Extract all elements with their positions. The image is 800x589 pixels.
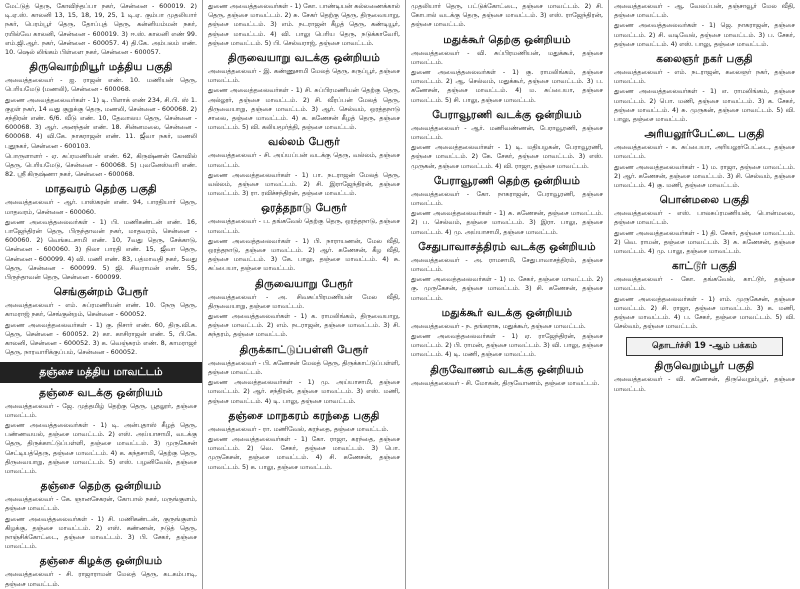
body-paragraph: துணை அவைத்தலைவர்கள் - 1) சி. சுப்பிரமணியன் தெற்கு தெரு, அல்லூர், தஞ்சை மாவட்டம். 2) சி. வீரப்பன் மேலத் தெரு, திருவையாறு, தஞ்சை மாவட்டம். 3) ஆர். செல்வம், ஒரத்தநாடு சாலை, தஞ்சை மாவட்டம். 4) க. கணேசன் கீழத் தெரு, தஞ்சை மாவட்டம். 5) வி. கலியமூர்த்தி, தஞ்சை மாவட்டம். (208, 86, 400, 132)
body-paragraph: மேட்டுத் தெரு, கோவிந்தப்பா நகர், சென்னை - 600019. 2) டி.ஏ.ஸ். காலனி 13, 15, 18, 19, 25, 1 டி.ஏ. கும்பா முதலியார் நகர், பெரம்பூர் தெரு, தோப்புத் தெரு, கன்னியம்மன் நகர், ரயில்வே காலனி, சென்னை - 600019. 3) ஈ.ஸ். காலனி எண் 99. எம்.ஜி.ஆர். நகர், சென்னை - 600057. 4) தி.கே. அம்பலம் எண். 10. ஷெல் லிங்கம் பிள்ளை நகர், சென்னை - 600057. (5, 2, 197, 57)
body-paragraph: அவைத்தலைவர் - ந. தங்கராசு, மதுக்கூர், தஞ்சை மாவட்டம். (411, 321, 586, 330)
body-paragraph: அவைத்தலைவர் - ரா. மணிவேல், கரந்தை, தஞ்சை மாவட்டம். (208, 424, 389, 433)
body-paragraph: துணை அவைத்தலைவர்கள் - 1) டி. பிளாக் எண் 234, சி.பி. ஸ் 1. குறள் நகர், 14 வது குறுக்கு தெரு, மணலி, சென்னை - 600068. 2) சந்திரன் எண். 6/6. வீடு எண். 10, தேவாலய தெரு, சென்னை - 600068. 3) ஆர். அனந்தன் எண். 18. சின்னமலை, சென்னை - 600068. 4) வி.கே. நாகராஜன் எண். 11. ஜீவா நகர், மணலி புதுநகர், சென்னை - 600103. (5, 95, 197, 150)
section-heading: கலைஞர் நகர் பகுதி (656, 53, 753, 66)
body-paragraph: அவைத்தலைவர் - அ. ராமசாமி, சேதுபாவாசத்திரம், தஞ்சை மாவட்டம். (411, 255, 603, 274)
body-paragraph: அவைத்தலைவர் - கோ. தங்கவேல், காட்டூர், தஞ்சை மாவட்டம். (614, 275, 795, 293)
section-heading: திருக்காட்டுப்பள்ளி பேரூர் (239, 343, 369, 356)
body-paragraph: அவைத்தலைவர் - எம். சுப்ரமணியன் எண். 10. நேரு தெரு, காமராஜ் நகர், செங்குன்றம், சென்னை - 600052. (5, 301, 197, 319)
body-paragraph: துணை அவைத்தலைவர்கள் - 1) ம. சேகர், தஞ்சை மாவட்டம். 2) கு. முருகேசன், தஞ்சை மாவட்டம். 3) சி. கணேசன், தஞ்சை மாவட்டம். (411, 275, 603, 302)
column-4 (609, 0, 800, 589)
body-paragraph: துணை அவைத்தலைவர்கள் - 1) க. ராமலிங்கம், திருவையாறு, தஞ்சை மாவட்டம். 2) எம். நடராஜன், தஞ்சை மாவட்டம். 3) சி. சுந்தரம், தஞ்சை மாவட்டம். (208, 312, 400, 339)
body-paragraph: துணை அவைத்தலைவர்கள் - 1) தி. சேகர், தஞ்சை மாவட்டம். 2) வெ. ராமன், தஞ்சை மாவட்டம். 3) சு. கணேசன், தஞ்சை மாவட்டம். 4) மு. பாலு, தஞ்சை மாவட்டம். (614, 228, 795, 256)
body-paragraph: துணை அவைத்தலைவர்கள் - 1) எம். முருகேசன், தஞ்சை மாவட்டம். 2) சி. ராஜா, தஞ்சை மாவட்டம். 3) க. மணி, தஞ்சை மாவட்டம். 4) ப. சேகர், தஞ்சை மாவட்டம். 5) வி. செல்வம், தஞ்சை மாவட்டம். (614, 294, 795, 331)
section-heading: வல்லம் பேரூர் (268, 136, 340, 149)
body-paragraph: அவைத்தலைவர் - வி. சுப்பிரமணியன், மதுக்கூர், தஞ்சை மாவட்டம். (411, 48, 603, 66)
body-paragraph: அவைத்தலைவர் - க. சுப்பையா, அரியலூர்பேட்டை, தஞ்சை மாவட்டம். (614, 143, 795, 161)
continuation-box: தொடர்ச்சி 19 -ஆம் பக்கம் (626, 337, 783, 356)
body-paragraph: துணை அவைத்தலைவர்கள் - 1) எ. ராமலிங்கம், தஞ்சை மாவட்டம். 2) பொ. மணி, தஞ்சை மாவட்டம். 3) க. சேகர், தஞ்சை மாவட்டம். 4) சு. முருகன், தஞ்சை மாவட்டம். 5) வி. பாலு, தஞ்சை மாவட்டம். (614, 87, 795, 124)
section-heading: காட்டூர் பகுதி (672, 260, 737, 273)
section-heading: பேராவூரணி வடக்கு ஒன்றியம் (432, 108, 582, 121)
body-paragraph: அவைத்தலைவர் - இ. கண்ணுசாமி மேலத் தெரு, கருப்பூர், தஞ்சை மாவட்டம். (208, 67, 400, 85)
section-heading: பொன்மலை பகுதி (659, 194, 750, 207)
section-heading: தஞ்சை கிழக்கு ஒன்றியம் (39, 555, 163, 568)
body-paragraph: அவைத்தலைவர் - சி. அய்யப்பன் வடக்கு தெரு, வல்லம், தஞ்சை மாவட்டம். (208, 151, 400, 169)
section-heading: தஞ்சை வடக்கு ஒன்றியம் (39, 386, 163, 399)
body-paragraph: அவைத்தலைவர் - அ. சிவசுப்பிரமணியன் மேல வீதி, திருவையாறு, தஞ்சை மாவட்டம். (208, 292, 400, 310)
body-paragraph: அவைத்தலைவர் - கே. ஞானசேகரன், கோபால் நகர், மருங்குளம், தஞ்சை மாவட்டம். (5, 495, 197, 513)
body-paragraph: அவைத்தலைவர் - எம். நடராஜன், கலைஞர் நகர், தஞ்சை மாவட்டம். (614, 68, 795, 86)
column-1 (0, 0, 203, 589)
section-heading: திருவெறும்பூர் பகுதி (654, 360, 755, 373)
body-paragraph: அவைத்தலைவர் - சி. மோகன், திருவோணம், தஞ்சை மாவட்டம். (411, 378, 600, 387)
section-heading: தஞ்சை தெற்கு ஒன்றியம் (40, 480, 162, 493)
section-heading: செங்குன்றம் பேரூர் (53, 286, 149, 299)
section-heading: தஞ்சை மாநகரம் கரந்தை பகுதி (228, 409, 380, 422)
body-paragraph: துணை அவைத்தலைவர்கள் - 1) மு. அய்யாசாமி, தஞ்சை மாவட்டம். 2) ஆர். சந்திரன், தஞ்சை மாவட்டம். 3) எஸ். மணி, தஞ்சை மாவட்டம். 4) டி. பாலு, தஞ்சை மாவட்டம். (208, 378, 400, 405)
body-paragraph: அவைத்தலைவர் - ஆர். பாஸ்கரன் எண். 94, பாரதியார் தெரு, மாதவரம், சென்னை - 600060. (5, 198, 197, 216)
body-paragraph: துணை அவைத்தலைவர்கள் - 1) டி. அன்புதாஸ் கீழத் தெரு, பண்ணவயல், தஞ்சை மாவட்டம். 2) எஸ். அய்யாசாமி, வடக்கு தெரு, திருக்காட்டுப்பள்ளி, தஞ்சை மாவட்டம். 3) முருகேசன் செட்டியத்தெரு, தஞ்சை மாவட்டம். 4) க. கந்தசாமி, தெற்கு தெரு, திருவையாறு, தஞ்சை மாவட்டம். 5) எஸ். பழனிவேல், தஞ்சை மாவட்டம். (5, 420, 197, 475)
body-paragraph: துணை அவைத்தலைவர்கள் - 1) கு. நிசார் எண். 60, திரு.வி.க. தெரு, சென்னை - 600052. 2) கா. காசிராஜன் எண். 5, பி.கே. காலனி, சென்னை - 600052. 3) க. வெஞ்சுரம் எண். 8, காமராஜர் தெரு, நாரவாரிக்குப்பம், சென்னை - 600052. (5, 320, 197, 357)
body-paragraph: துணை அவைத்தலைவர்கள் - 1) கோ. ராஜா, கரந்தை, தஞ்சை மாவட்டம். 2) வெ. சேகர், தஞ்சை மாவட்டம். 3) பொ. முருகேசன், தஞ்சை மாவட்டம். 4) சி. கணேசன், தஞ்சை மாவட்டம். 5) க. பாலு, தஞ்சை மாவட்டம். (208, 434, 400, 471)
body-paragraph: அவைத்தலைவர் - எஸ். பாலசுப்ரமணியன், பொன்மலை, தஞ்சை மாவட்டம். (614, 209, 795, 227)
body-paragraph: துணை அவைத்தலைவர்கள் - 1) பி. மணிகண்டன் எண். 16, பாஜேந்திரன் தெரு, பிருந்தாவன் நகர், மாதவரம், சென்னை - 600060. 2) வெங்கடசாமி எண். 10, 7வது தெரு, சேக்காடு, சென்னை - 600060. 3) நிலா பாரதி எண். 15, ஜீவா தெரு, சென்னை - 600099. 4) வி. மணி எண். 83, பத்மாவதி நகர், 5வது தெரு, சென்னை - 600099. 5) ஜி. சிவராமன் எண். 55, பிருந்தாவன் தெரு, சென்னை - 600099. (5, 217, 197, 282)
section-heading: பேராவூரணி தெற்கு ஒன்றியம் (433, 174, 581, 187)
section-heading: மதுக்கூர் தெற்கு ஒன்றியம் (443, 33, 571, 46)
body-paragraph: துணை அவைத்தலைவர்கள் - 1) டி. மதியழகன், பேராவூரணி, தஞ்சை மாவட்டம். 2) கே. சேகர், தஞ்சை மாவட்டம். 3) எஸ். முருகன், தஞ்சை மாவட்டம். 4) வி. ராஜா, தஞ்சை மாவட்டம். (411, 143, 603, 170)
body-paragraph: துணை அவைத்தலைவர்கள் - 1) பி. நாராயணன், மேல வீதி, ஒரத்தநாடு, தஞ்சை மாவட்டம். 2) ஆர். கணேசன், கீழ வீதி, தஞ்சை மாவட்டம். 3) கே. பாலு, தஞ்சை மாவட்டம். 4) சு. சுப்பையா, தஞ்சை மாவட்டம். (208, 236, 400, 273)
body-paragraph: துணை அவைத்தலைவர்கள் - 1) கு. ராமலிங்கம், தஞ்சை மாவட்டம். 2) ஆ. செல்வம், மதுக்கூர், தஞ்சை மாவட்டம். 3) ப. கணேசன், தஞ்சை மாவட்டம். 4) ம. சுப்பையா, தஞ்சை மாவட்டம். 5) சி. பாலு, தஞ்சை மாவட்டம். (411, 68, 603, 104)
section-heading: மதுக்கூர் வடக்கு ஒன்றியம் (441, 306, 573, 319)
section-heading: திருவையாறு வடக்கு ஒன்றியம் (228, 52, 380, 65)
section-heading: ஒரத்தநாடு பேரூர் (261, 202, 347, 215)
section-heading: சேதுபாவாசத்திரம் வடக்கு ஒன்றியம் (418, 240, 596, 253)
body-paragraph: துணை அவைத்தலைவர்கள் - 1) கோ. பாண்டியன் கல்லணைக்கால் தெரு, தஞ்சை மாவட்டம். 2) சு. சேகர் தெற்கு தெரு, திருவையாறு, தஞ்சை மாவட்டம். 3) எம். நடராஜன் கீழத் தெரு, கண்டியூர், தஞ்சை மாவட்டம். 4) வி. பாலு பெரிய தெரு, நடுக்காவேரி, தஞ்சை மாவட்டம். 5) பி. செல்வராஜ், தஞ்சை மாவட்டம். (208, 2, 400, 47)
column-3 (406, 0, 609, 589)
section-heading: அரியலூர்பேட்டை பகுதி (644, 128, 765, 141)
section-heading: மாதவரம் தெற்கு பகுதி (45, 183, 157, 196)
section-heading: திருவோணம் வடக்கு ஒன்றியம் (430, 363, 584, 376)
body-paragraph: அவைத்தலைவர் - ஆ. வேலப்பன், தஞ்சாவூர் மேல வீதி, தஞ்சை மாவட்டம். (614, 2, 795, 20)
section-heading: திருவொற்றியூர் மத்திய பகுதி (29, 61, 173, 74)
body-paragraph: அவைத்தலைவர் - ப. தங்கவேல் தெற்கு தெரு, ஒரத்தநாடு, தஞ்சை மாவட்டம். (208, 217, 400, 235)
body-paragraph: துணை அவைத்தலைவர்கள் - 1) சி. மணிகண்டன், குருங்குளம் கிழக்கு, தஞ்சை மாவட்டம். 2) எஸ். கண்ணன், நடுத் தெரு, நாஞ்சிக்கோட்டை, தஞ்சை மாவட்டம். 3) பி. சேகர், தஞ்சை மாவட்டம். (5, 514, 197, 551)
body-paragraph: துணை அவைத்தலைவர்கள் - 1) ம. ராஜா, தஞ்சை மாவட்டம். 2) ஆர். கணேசன், தஞ்சை மாவட்டம். 3) சி. செல்வம், தஞ்சை மாவட்டம். 4) கு. மணி, தஞ்சை மாவட்டம். (614, 162, 795, 190)
body-paragraph: அவைத்தலைவர் - வி. கணேசன், திருவெறும்பூர், தஞ்சை மாவட்டம். (614, 375, 795, 393)
body-paragraph: அவைத்தலைவர் - ஜே. முத்தமிழ் தெற்கு தெரு, பூதலூர், தஞ்சை மாவட்டம். (5, 401, 197, 419)
body-paragraph: அவைத்தலைவர் - ஆர். மணிவண்ணன், பேராவூரணி, தஞ்சை மாவட்டம். (411, 123, 603, 142)
body-paragraph: அவைத்தலைவர் - பி. கணேசன் மேலத் தெரு, திருக்காட்டுப்பள்ளி, தஞ்சை மாவட்டம். (208, 358, 400, 376)
body-paragraph: அவைத்தலைவர் - கோ. நாகராஜன், பேராவூரணி, தஞ்சை மாவட்டம். (411, 189, 603, 208)
body-paragraph: துணை அவைத்தலைவர்கள் - 1) ஏ. ராஜேந்திரன், தஞ்சை மாவட்டம். 2) பி. ராமன், தஞ்சை மாவட்டம். 3) வி. பாலு, தஞ்சை மாவட்டம். 4) டி. மணி, தஞ்சை மாவட்டம். (411, 332, 603, 359)
body-paragraph: முதலியார் தெரு, பட்டுக்கோட்டை, தஞ்சை மாவட்டம். 2) சி. கோபால் வடக்கு தெரு, தஞ்சை மாவட்டம். 3) எஸ். ராஜேந்திரன், தஞ்சை மாவட்டம். (411, 2, 603, 29)
body-paragraph: துணை அவைத்தலைவர்கள் - 1) பா. நடராஜன் மேலத் தெரு, வல்லம், தஞ்சை மாவட்டம். 2) சி. இராஜேந்திரன், தஞ்சை மாவட்டம். 3) ரா. ரவிச்சந்திரன், தஞ்சை மாவட்டம். (208, 170, 400, 198)
section-heading: திருவையாறு பேரூர் (255, 277, 353, 290)
body-paragraph: அவைத்தலைவர் - சி. ராஜாராமன் மேலத் தெரு, கடகம்பாடி, தஞ்சை மாவட்டம். (5, 570, 197, 588)
body-paragraph: துணை அவைத்தலைவர்கள் - 1) சு. கணேசன், தஞ்சை மாவட்டம். 2) ப. செல்வம், தஞ்சை மாவட்டம். 3) இரா. பாலு, தஞ்சை மாவட்டம். 4) மு. அய்யாசாமி, தஞ்சை மாவட்டம். (411, 209, 603, 236)
column-2 (203, 0, 406, 589)
district-banner: தஞ்சை மத்திய மாவட்டம் (0, 362, 202, 383)
body-paragraph: அவைத்தலைவர் - ஐ. ராஜன் எண். 10. மணியன் தெரு, பெரியமேடு (மணலி), சென்னை - 600068. (5, 76, 197, 94)
body-paragraph: துணை அவைத்தலைவர்கள் - 1) ஜெ. நாகராஜன், தஞ்சை மாவட்டம். 2) சி. வடிவேல், தஞ்சை மாவட்டம். 3) ப. சேகர், தஞ்சை மாவட்டம். 4) எஸ். பாலு, தஞ்சை மாவட்டம். (614, 21, 795, 48)
body-paragraph: பொருளாளர் - ஏ. சுப்ரமணியன் எண். 62, கிருஷ்ணன் கோவில் தெரு, பெரியமேடு, சென்னை - 600068. 5) புவனேஸ்வரி எண். 82. ஸ்ரீ கிருஷ்ணா நகர், சென்னை - 600068. (5, 151, 197, 179)
